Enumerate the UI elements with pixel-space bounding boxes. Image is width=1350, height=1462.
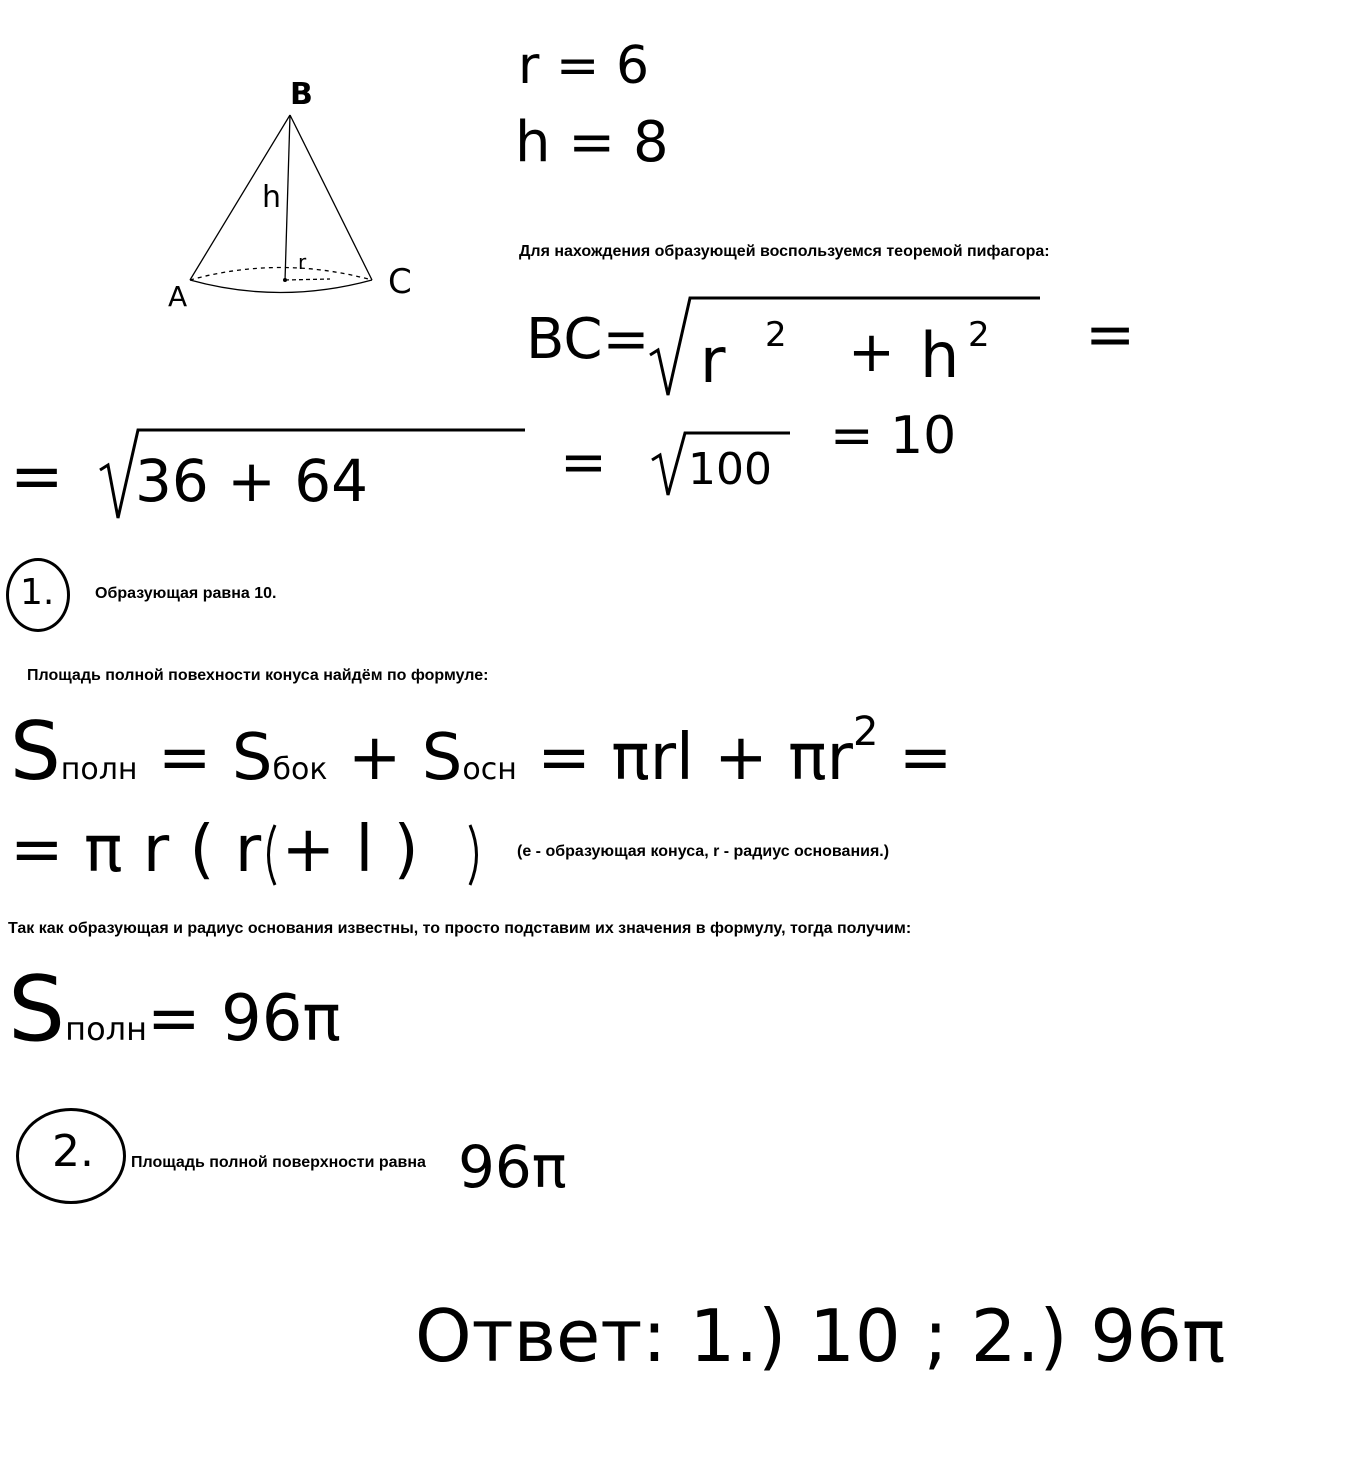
given-h: h = 8 (515, 110, 669, 175)
bc-eq-tail: = (1085, 300, 1136, 370)
s-symbol: S (10, 705, 61, 798)
answer-line (415, 1294, 1226, 1378)
legend-note-text: (e - образующая конуса, r - радиус основания.) (517, 843, 890, 860)
s-value-sub: полн (65, 1010, 148, 1048)
s-polnoy-symbol (10, 705, 953, 798)
s-eq-s: = S (137, 721, 273, 795)
bc-exp-1: 2 (765, 315, 787, 355)
s-plus-s: + S (327, 721, 463, 795)
line2-radicand: 36 + 64 (135, 447, 369, 515)
vertex-b-label: B (290, 77, 313, 112)
line2-result: = 10 (830, 406, 957, 466)
surface-result-value: 96π (458, 1133, 567, 1201)
surface-result-text: Площадь полной поверхности равна (131, 1154, 426, 1171)
paren-close (470, 825, 477, 885)
s-sub-bok: бок (272, 752, 328, 787)
cone-center-dot (283, 278, 287, 282)
line2-radicand2: 100 (688, 444, 772, 495)
bc-exp-2: 2 (968, 315, 990, 355)
generatrix-result-text: Образующая равна 10. (95, 585, 277, 602)
answer-body: 1.) 10 ; 2.) 96π (689, 1294, 1226, 1378)
cone-base-back (190, 268, 372, 281)
cone-radius-line (285, 279, 330, 280)
vertex-c-label: C (388, 262, 412, 302)
bc-plus: + (848, 320, 895, 385)
bc-radicand-h: h (920, 319, 960, 392)
s-value-symbol: S (8, 957, 66, 1062)
pythagoras-intro-text: Для нахождения образующей воспользуемся теоремой пифагора: (519, 243, 1050, 260)
s-formula-end: = (878, 721, 953, 795)
bc-radicand-r: r (700, 324, 726, 397)
given-r: r = 6 (518, 36, 650, 96)
cone-height-line (285, 115, 290, 281)
radius-label: r (298, 250, 307, 274)
surface-formula-intro-text: Площадь полной повехности конуса найдём по формуле: (27, 667, 489, 684)
line2-eq2: = (560, 430, 607, 495)
s-formula-tail: = πrl + πr (516, 721, 853, 795)
substitute-intro-text: Так как образующая и радиус основания известны, то просто подставим их значения в формулу, тогда получим: (8, 920, 912, 937)
cone-base-front (190, 280, 372, 293)
line2-eq: = (10, 440, 64, 514)
s-sub-poln: полн (60, 752, 138, 787)
vertex-a-label: A (168, 280, 188, 313)
answer-label: Ответ: (415, 1294, 667, 1378)
step-2-marker: 2. (52, 1126, 94, 1177)
height-label: h (262, 180, 282, 215)
s-formula-exp: 2 (852, 709, 879, 755)
s-value-line (8, 957, 341, 1062)
step-1-marker: 1. (20, 572, 55, 613)
s-formula-line-2: = π r ( r + l ) (10, 813, 419, 887)
s-value-rest: = 96π (147, 982, 341, 1056)
bc-lhs: BC= (526, 307, 650, 372)
s-sub-osn: осн (462, 752, 517, 787)
